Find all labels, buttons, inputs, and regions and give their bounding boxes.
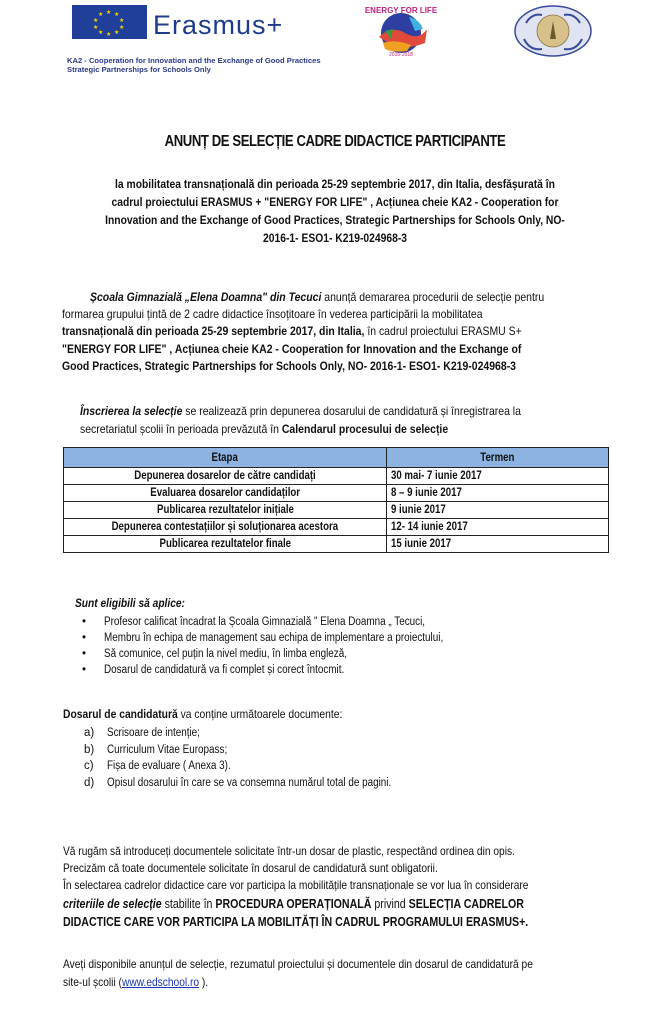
- list-item: b) Curriculum Vitae Europass;: [84, 743, 228, 756]
- etapa-cell: Depunerea dosarelor de către candidați: [64, 468, 387, 485]
- school-website-link[interactable]: www.edschool.ro: [121, 975, 200, 989]
- table-row: [64, 502, 609, 519]
- list-item: • Dosarul de candidatură va fi complet și corect întocmit.: [82, 664, 345, 676]
- energy-for-life-logo: [365, 3, 437, 58]
- school-emblem-logo: [508, 3, 598, 58]
- list-item: c) Fișa de evaluare ( Anexa 3).: [84, 760, 231, 772]
- table-row: [64, 485, 609, 502]
- table-row: [64, 536, 609, 553]
- etapa-cell: Depunerea contestațiilor și soluționarea acestora: [64, 519, 387, 536]
- column-header-etapa: Etapa: [64, 448, 387, 468]
- termen-cell: 30 mai- 7 iunie 2017: [387, 468, 609, 485]
- closing-line-1: Vă rugăm să introduceți documentele solicitate într-un dosar de plastic, respectând ordinea din opis.: [63, 844, 515, 858]
- selection-calendar-table: [63, 447, 609, 553]
- bullet-icon: •: [82, 616, 87, 628]
- list-item: a) Scrisoare de intenție;: [84, 727, 200, 739]
- intro-line-4: "ENERGY FOR LIFE" , Acțiunea cheie KA2 - Cooperation for Innovation and the Exchange of: [62, 342, 522, 356]
- subtitle-line-1: la mobilitatea transnațională din perioada 25-29 septembrie 2017, din Italia, desfășurată în: [115, 177, 555, 191]
- ka2-header-line-1: KA2 - Cooperation for Innovation and the Exchange of Good Practices: [67, 56, 321, 65]
- termen-cell: 15 iunie 2017: [387, 536, 609, 553]
- intro-line-2: formarea grupului țintă de 2 cadre didactice însoțitoare în vederea participării la mobilitatea: [62, 307, 483, 321]
- closing-line-3: În selectarea cadrelor didactice care vor participa la mobilitățile transnaționale se vor lua în considerare: [63, 878, 529, 892]
- bullet-icon: •: [82, 632, 87, 644]
- closing-line-7: site-ul școlii (www.edschool.ro ).: [63, 975, 209, 989]
- table-row: [64, 519, 609, 536]
- intro-line-5: Good Practices, Strategic Partnerships for Schools Only, NO- 2016-1- ESO1- K219-024968-3: [62, 359, 516, 373]
- bullet-icon: •: [82, 648, 87, 660]
- termen-cell: 8 – 9 iunie 2017: [387, 485, 609, 502]
- termen-cell: 12- 14 iunie 2017: [387, 519, 609, 536]
- erasmus-plus-logo-text: Erasmus+: [153, 10, 284, 40]
- termen-cell: 9 iunie 2017: [387, 502, 609, 519]
- closing-line-4: criteriile de selecție stabilite în PROCEDURA OPERAȚIONALĂ privind SELECȚIA CADRELOR: [63, 897, 524, 911]
- document-title: ANUNȚ DE SELECȚIE CADRE DIDACTICE PARTICIPANTE: [164, 133, 506, 150]
- ka2-header-line-2: Strategic Partnerships for Schools Only: [67, 65, 211, 74]
- inscriere-line-1: Înscrierea la selecție se realizează prin depunerea dosarului de candidatură și înregistrarea la: [80, 404, 521, 418]
- column-header-termen: Termen: [387, 448, 609, 468]
- dossier-documents-list: [84, 725, 438, 791]
- inscriere-line-2: secretariatul școlii în perioada prevăzută în Calendarul procesului de selecție: [80, 422, 449, 436]
- etapa-cell: Publicarea rezultatelor finale: [64, 536, 387, 553]
- list-item: • Membru în echipa de management sau echipa de implementare a proiectului,: [82, 632, 444, 644]
- list-item: • Să comunice, cel puțin la nivel mediu, în limba engleză,: [82, 648, 347, 660]
- list-item: • Profesor calificat încadrat la Școala Gimnazială " Elena Doamna „ Tecuci,: [82, 616, 426, 628]
- closing-line-5: DIDACTICE CARE VOR PARTICIPA LA MOBILITĂȚI ÎN CADRUL PROGRAMULUI ERASMUS+.: [63, 915, 529, 929]
- closing-line-2: Precizăm că toate documentele solicitate în dosarul de candidatură sunt obligatorii.: [63, 861, 438, 875]
- eligibility-title: Sunt eligibili să aplice:: [75, 596, 185, 610]
- subtitle-line-3: Innovation and the Exchange of Good Practices, Strategic Partnerships for Schools Only, NO-: [105, 213, 565, 227]
- energy-logo-years: 2016-2018: [389, 52, 413, 58]
- school-name: Școala Gimnazială „Elena Doamna" din Tecuci: [90, 290, 322, 304]
- closing-line-6: Aveți disponibile anunțul de selecție, rezumatul proiectului și documentele din dosarul de candidatură pe: [63, 957, 533, 971]
- table-header-row: [64, 448, 609, 468]
- list-item: d) Opisul dosarului în care se va consemna numărul total de pagini.: [84, 776, 392, 789]
- etapa-cell: Publicarea rezultatelor inițiale: [64, 502, 387, 519]
- dossier-title: Dosarul de candidatură va conține următoarele documente:: [63, 707, 343, 721]
- etapa-cell: Evaluarea dosarelor candidaților: [64, 485, 387, 502]
- table-row: [64, 468, 609, 485]
- eu-flag-logo: ★ ★ ★ ★ ★ ★ ★ ★ ★ ★: [72, 5, 147, 39]
- bullet-icon: •: [82, 664, 87, 676]
- intro-line-3: transnațională din perioada 25-29 septembrie 2017, din Italia, în cadrul proiectului ERASMU S+: [62, 324, 522, 338]
- energy-logo-title: ENERGY FOR LIFE: [365, 6, 437, 15]
- subtitle-line-4: 2016-1- ESO1- K219-024968-3: [263, 231, 407, 245]
- subtitle-line-2: cadrul proiectului ERASMUS + "ENERGY FOR LIFE" , Acțiunea cheie KA2 - Cooperation for: [111, 195, 559, 209]
- eligibility-list: [82, 614, 498, 678]
- intro-line-1: Școala Gimnazială „Elena Doamna" din Tecuci anunță demararea procedurii de selecție pentru: [90, 290, 545, 304]
